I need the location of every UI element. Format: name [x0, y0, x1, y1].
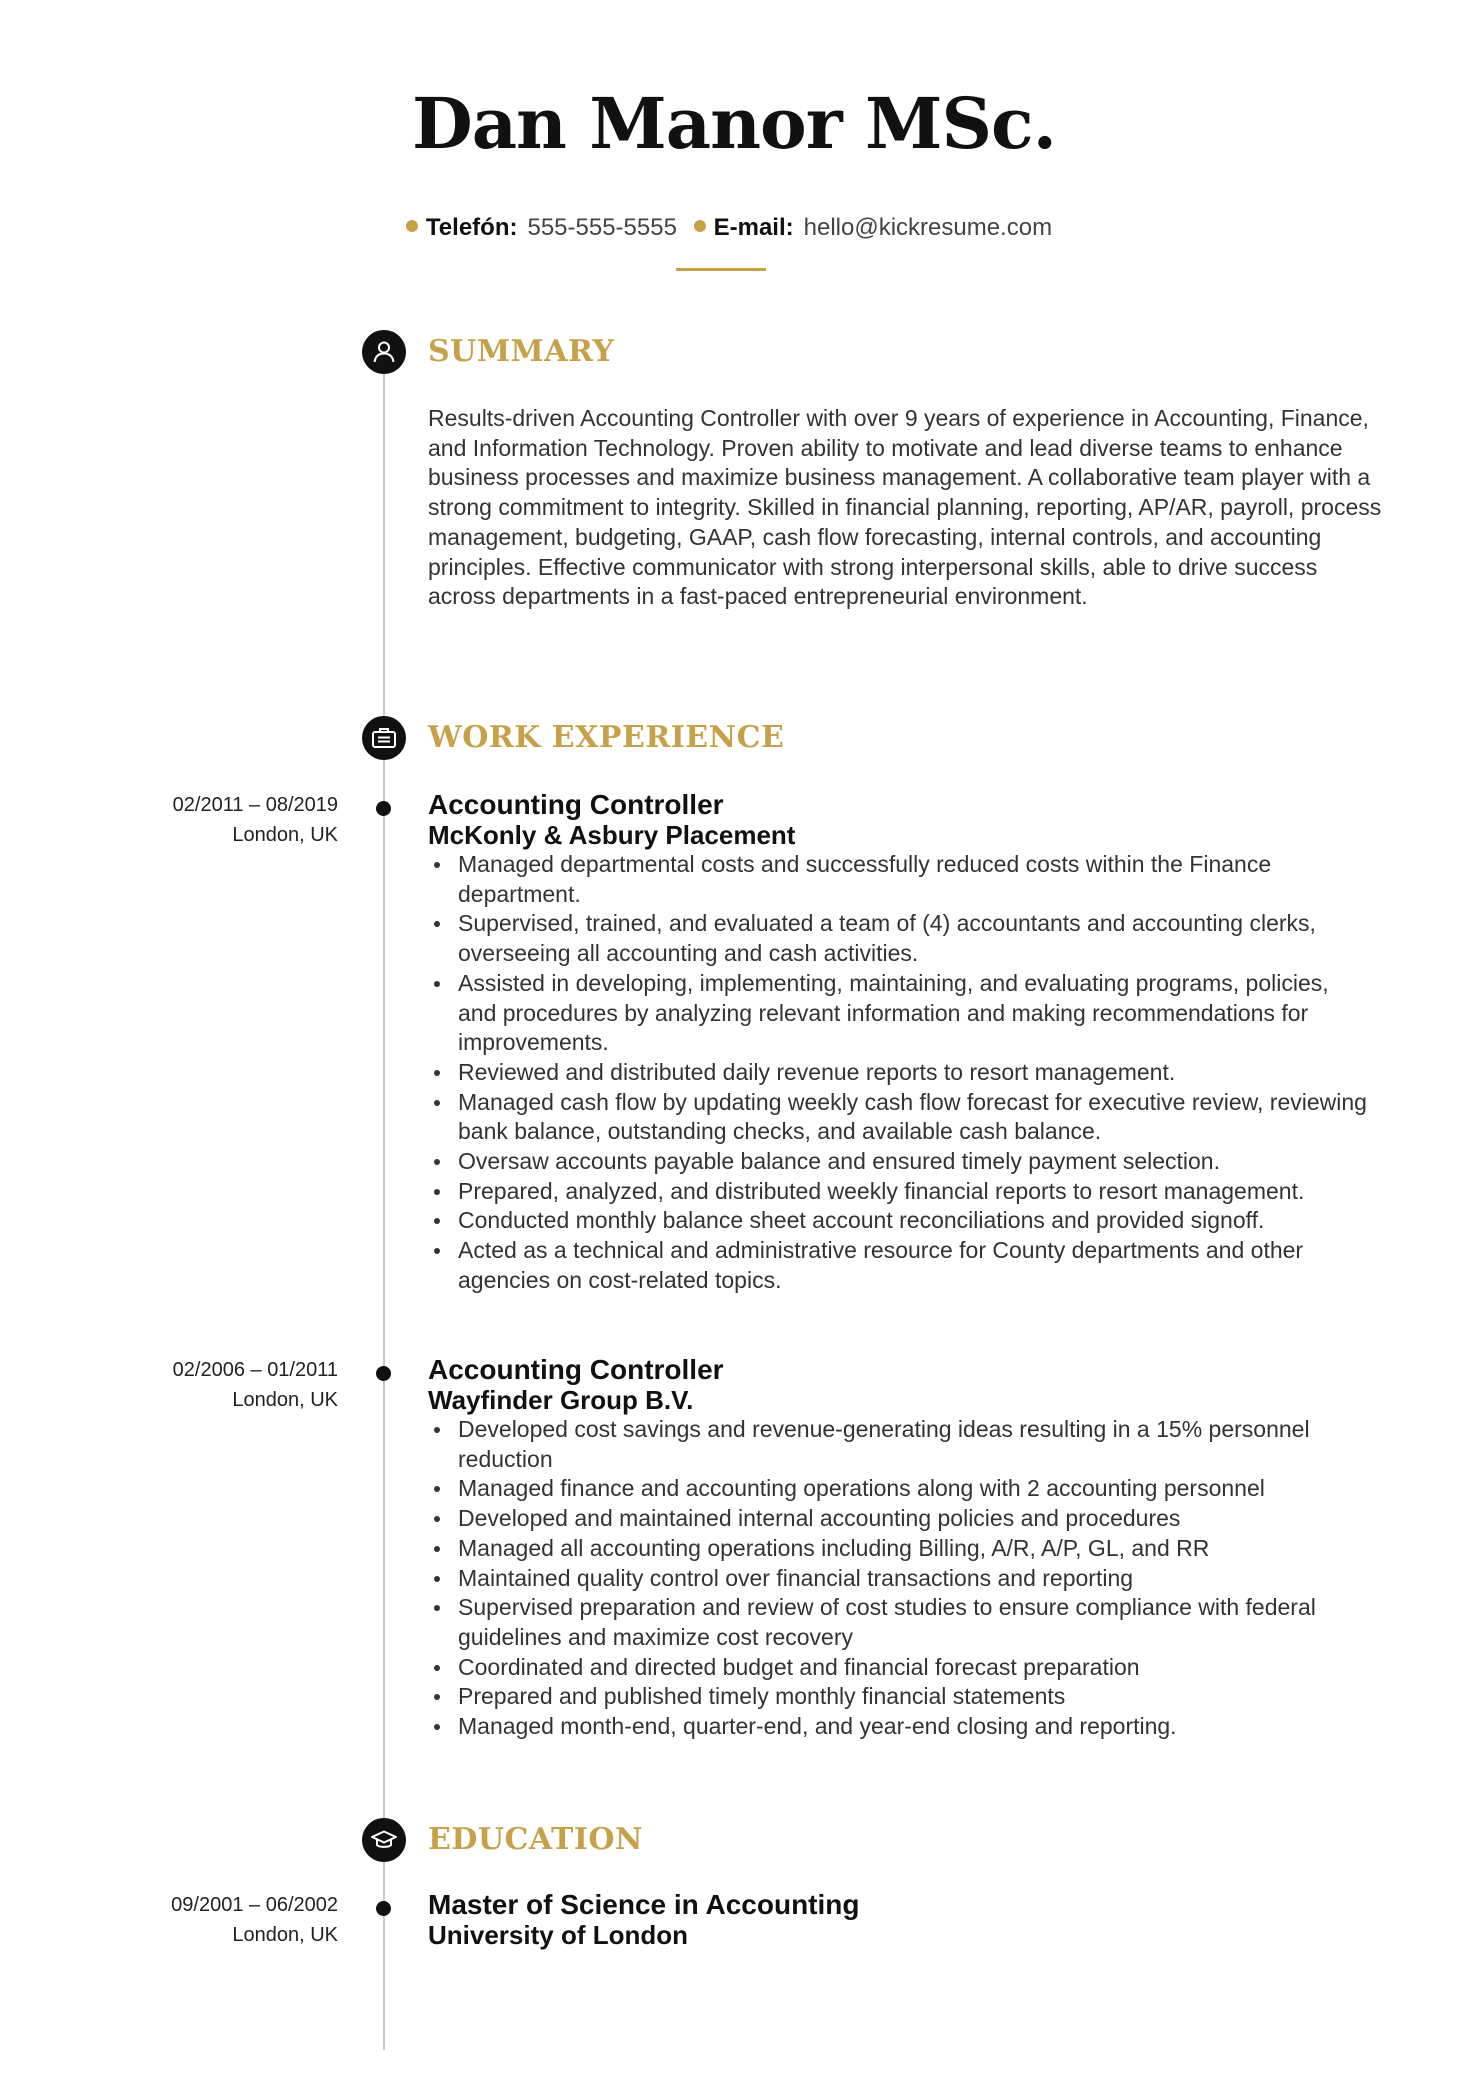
timeline-line: [383, 352, 385, 2050]
job-bullets: [428, 850, 1368, 1296]
list-item: Supervised preparation and review of cost studies to ensure compliance with federal guidelines and maximize cost recovery: [428, 1593, 1368, 1652]
job-bullets: [428, 1415, 1368, 1742]
job-entry: [428, 790, 1368, 1296]
job-location: London, UK: [232, 1389, 338, 1411]
list-item: Managed month-end, quarter-end, and year-end closing and reporting.: [428, 1712, 1368, 1742]
list-item: Oversaw accounts payable balance and ensured timely payment selection.: [428, 1147, 1368, 1177]
education-entry: [428, 1890, 1368, 1950]
bullet-dot-icon: [406, 220, 418, 232]
timeline-dot: [376, 801, 391, 816]
graduation-cap-icon: [362, 1818, 406, 1862]
list-item: Managed finance and accounting operations along with 2 accounting personnel: [428, 1474, 1368, 1504]
job-entry: [428, 1355, 1368, 1742]
education-degree: Master of Science in Accounting: [428, 1889, 860, 1920]
list-item: Maintained quality control over financial transactions and reporting: [428, 1564, 1368, 1594]
list-item: Acted as a technical and administrative resource for County departments and other agencies on cost-related topics.: [428, 1236, 1368, 1295]
section-title-summary: SUMMARY: [428, 334, 615, 369]
list-item: Assisted in developing, implementing, maintaining, and evaluating programs, policies, and procedures by analyzing relevant information and making recommendations for improvements.: [428, 969, 1368, 1058]
education-location: London, UK: [232, 1924, 338, 1946]
briefcase-icon: [362, 716, 406, 760]
header-divider: [676, 268, 766, 271]
summary-text: Results-driven Accounting Controller with over 9 years of experience in Accounting, Finance, and Information Technology. Proven ability to motivate and lead diverse teams to enhance business processes and maximize business management. A collaborative team player with a strong commitment to integrity. Skilled in financial planning, reporting, AP/AR, payroll, process management, budgeting, GAAP, cash flow forecasting, internal controls, and accounting principles. Effective communicator with strong interpersonal skills, able to drive success across departments in a fast-paced entrepreneurial environment.: [428, 405, 1382, 610]
email-value: hello@kickresume.com: [803, 214, 1053, 241]
list-item: Prepared and published timely monthly financial statements: [428, 1682, 1368, 1712]
education-dates: 09/2001 – 06/2002: [171, 1894, 338, 1916]
job-dates: 02/2006 – 01/2011: [172, 1359, 338, 1381]
email-label: E-mail:: [713, 214, 794, 241]
list-item: Managed all accounting operations including Billing, A/R, A/P, GL, and RR: [428, 1534, 1368, 1564]
candidate-name: Dan Manor MSc.: [411, 82, 1057, 165]
timeline-dot: [376, 1366, 391, 1381]
list-item: Coordinated and directed budget and financial forecast preparation: [428, 1653, 1368, 1683]
job-title: Accounting Controller: [428, 789, 724, 820]
job-dates: 02/2011 – 08/2019: [172, 794, 338, 816]
timeline-dot: [376, 1901, 391, 1916]
list-item: Developed and maintained internal accounting policies and procedures: [428, 1504, 1368, 1534]
education-school: University of London: [428, 1920, 688, 1950]
section-title-education: EDUCATION: [428, 1822, 643, 1857]
phone-label: Telefón:: [425, 214, 518, 241]
person-icon: [362, 330, 406, 374]
list-item: Conducted monthly balance sheet account reconciliations and provided signoff.: [428, 1206, 1368, 1236]
job-company: McKonly & Asbury Placement: [428, 820, 796, 850]
section-title-work-experience: WORK EXPERIENCE: [428, 720, 785, 755]
job-location: London, UK: [232, 824, 338, 846]
job-company: Wayfinder Group B.V.: [428, 1385, 694, 1415]
job-title: Accounting Controller: [428, 1354, 724, 1385]
list-item: Prepared, analyzed, and distributed weekly financial reports to resort management.: [428, 1177, 1368, 1207]
list-item: Managed cash flow by updating weekly cash flow forecast for executive review, reviewing bank balance, outstanding checks, and available cash balance.: [428, 1088, 1368, 1147]
phone-value: 555-555-5555: [527, 214, 677, 241]
list-item: Developed cost savings and revenue-generating ideas resulting in a 15% personnel reduction: [428, 1415, 1368, 1474]
contact-line: [0, 212, 1468, 244]
list-item: Managed departmental costs and successfully reduced costs within the Finance department.: [428, 850, 1368, 909]
list-item: Supervised, trained, and evaluated a team of (4) accountants and accounting clerks, overseeing all accounting and cash activities.: [428, 909, 1368, 968]
list-item: Reviewed and distributed daily revenue reports to resort management.: [428, 1058, 1368, 1088]
bullet-dot-icon: [694, 220, 706, 232]
